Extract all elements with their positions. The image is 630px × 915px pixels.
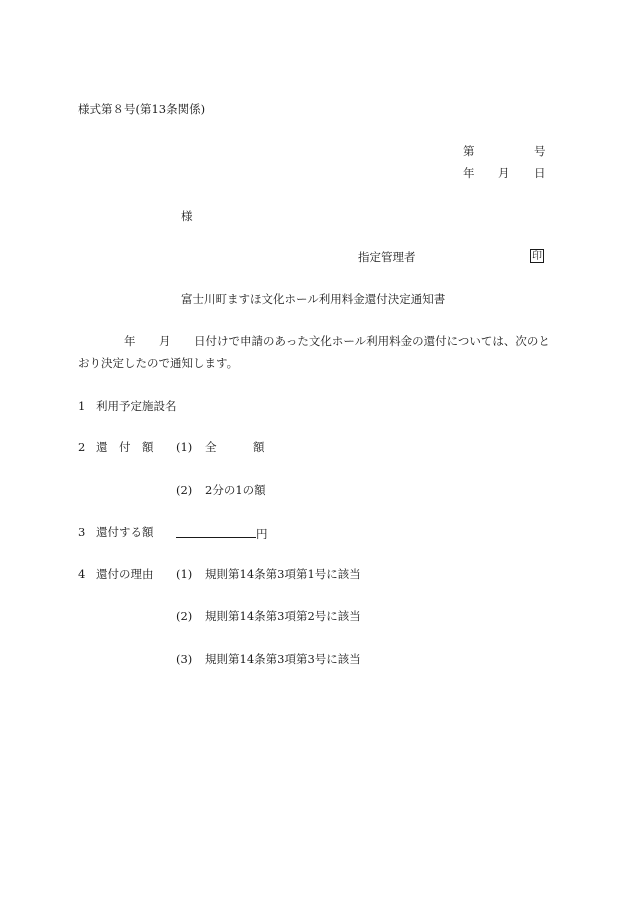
amount-unit: 円 [256, 527, 268, 541]
item2-option1-text-b: 額 [253, 440, 265, 454]
reason-1-number: (1) [176, 567, 193, 581]
addressee-suffix: 様 [181, 209, 193, 223]
date-month: 月 [498, 166, 510, 180]
item3-amount-field [176, 525, 268, 541]
body-year: 年 [124, 334, 136, 348]
item2-number: 2 [78, 440, 86, 454]
issuer-label: 指定管理者 [358, 250, 416, 264]
reason-3-number: (3) [176, 652, 193, 666]
item3-number: 3 [78, 525, 86, 539]
item2-option1-number: (1) [176, 440, 193, 454]
item2-option2-text: 2分の1の額 [205, 483, 266, 497]
item2-option1-text-a: 全 [205, 440, 217, 454]
item1-number: 1 [78, 399, 86, 413]
seal-mark: 印 [532, 251, 542, 262]
amount-blank-line [176, 525, 256, 538]
body-month: 月 [159, 334, 171, 348]
doc-number-go: 号 [534, 144, 546, 158]
item3-label: 還付する額 [96, 525, 154, 539]
body-line-1: 日付けで申請のあった文化ホール利用料金の還付については、次のと [194, 334, 550, 348]
reason-2-number: (2) [176, 609, 193, 623]
item4-label: 還付の理由 [96, 567, 154, 581]
reason-1-text: 規則第14条第3項第1号に該当 [205, 567, 361, 581]
date-day: 日 [534, 166, 546, 180]
item2-option2-number: (2) [176, 483, 193, 497]
doc-number-dai: 第 [463, 144, 475, 158]
item1-label: 利用予定施設名 [96, 399, 177, 413]
document-title: 富士川町ますほ文化ホール利用料金還付決定通知書 [181, 292, 446, 306]
item4-number: 4 [78, 567, 86, 581]
date-year: 年 [463, 166, 475, 180]
reason-2-text: 規則第14条第3項第2号に該当 [205, 609, 361, 623]
form-number: 様式第８号(第13条関係) [78, 102, 206, 116]
item2-label: 還 付 額 [96, 440, 154, 454]
body-line-2: おり決定したので通知します。 [78, 356, 239, 370]
reason-3-text: 規則第14条第3項第3号に該当 [205, 652, 361, 666]
